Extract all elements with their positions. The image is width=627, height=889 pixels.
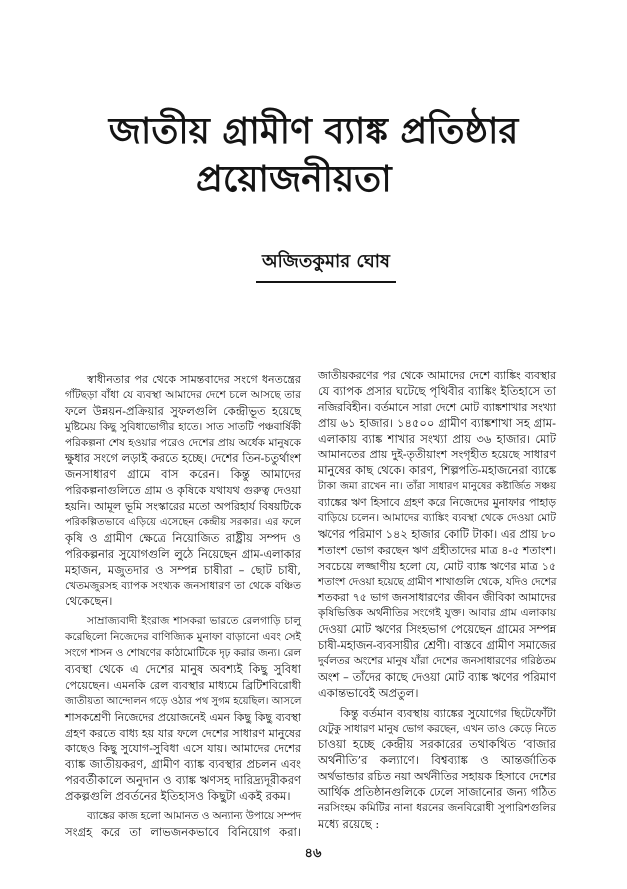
- text-line: জাতীয়তা আন্দোলন গড়ে ওঠার পথ সুগম হয়েছিল। আসলে: [65, 695, 302, 707]
- text-line: মধ্যে রয়েছে :: [318, 816, 380, 831]
- text-line: আমানতের প্রায় দুই-তৃতীয়াংশ সংগৃহীত হয়েছে সাধারণ: [318, 448, 556, 462]
- text-line: থেকেছেন।: [65, 594, 113, 609]
- text-line: চাওয়া হচ্ছে কেন্দ্রীয় সরকারের তথাকথিত ‘বাজার: [318, 737, 556, 752]
- text-line: জাতীয়করণের পর থেকে আমাদের দেশে ব্যাঙ্কিং ব্যবস্থার: [318, 369, 556, 382]
- text-line: একান্তভাবেই অপ্রতুল।: [318, 685, 419, 700]
- text-line: জনসাধারণ গ্রামে বাস করেন। কিন্তু আমাদের: [65, 467, 301, 482]
- text-line: পরিকল্পনা শেষ হওয়ার পরেও দেশের প্রায় অর্ধেক মানুষকে: [65, 436, 301, 449]
- column-left: [65, 372, 301, 841]
- text-line: মহাজন, মজুতদার ও সম্পন্ন চাষীরা – ছোট চাষী,: [65, 562, 301, 577]
- text-line: খেতমজুরসহ ব্যাপক সংখ্যক জনসাধারণ তা থেকে বঞ্চিত: [65, 579, 301, 592]
- text-line: প্রকল্পগুলি প্রবর্তনের ইতিহাসও কিছুটা একই রকম।: [65, 789, 291, 804]
- text-line: ক্ষুধার সংগে লড়াই করতে হচ্ছে। দেশের তিন-চতুর্থাংশ: [65, 452, 301, 466]
- text-line: যেটুকু সাধারণ মানুষ ভোগ করছেন, এখন তাও কেড়ে নিতে: [318, 722, 556, 735]
- text-line: সংগে শাসন ও শোষণের কাঠামোটিকে দৃঢ় করার জন্য। রেল: [65, 647, 301, 660]
- text-line: যে ব্যাপক প্রসার ঘটেছে পৃথিবীর ব্যাঙ্কিং ইতিহাসে তা: [318, 383, 556, 398]
- text-line: সংগ্রহ করে তা লাভজনকভাবে বিনিয়োগ করা।: [65, 824, 301, 839]
- text-line: অংশ – তাঁদের কাছে দেওয়া মোট ব্যাঙ্ক ঋণের পরিমাণ: [318, 670, 556, 684]
- text-line: ব্যাঙ্ক জাতীয়করণ, গ্রামীণ ব্যাঙ্ক ব্যবস্থার প্রচলন এবং: [65, 757, 301, 772]
- text-line: টাকা জমা রাখেন না। তাঁরা সাধারণ মানুষের কষ্টার্জিত সঞ্চয়: [318, 481, 556, 493]
- text-line: কৃষি ও গ্রামীণ ক্ষেত্রে নিয়োজিত রাষ্ট্রীয় সম্পদ ও: [65, 530, 301, 545]
- text-line: শতকরা ৭৫ ভাগ জনসাধারণের জীবন জীবিকা আমাদের: [318, 591, 556, 605]
- text-line: পেয়েছেন। এমনকি রেল ব্যবস্থার মাধ্যমে ব্রিটিশবিরোধী: [65, 678, 301, 692]
- author-name: অজিতকুমার ঘোষ: [262, 251, 390, 272]
- text-line: হয়নি। আমূল ভূমি সংস্কারের মতো অপরিহার্য বিষয়টিকে: [65, 500, 301, 514]
- text-line: আর্থিক প্রতিষ্ঠানগুলিকে ঢেলে সাজানোর জন্য গঠিত: [318, 786, 556, 800]
- text-line: প্রায় ৬১ হাজার। ১৪৫০০ গ্রামীণ ব্যাঙ্কশাখা সহ গ্রাম-: [318, 415, 556, 430]
- text-line: পরবর্তীকালে অনুদান ও ব্যাঙ্ক ঋণসহ দারিদ্র্যদূরীকরণ: [65, 773, 301, 788]
- text-line: মুষ্টিমেয় কিছু সুবিধাভোগীর হাতে। সাত সাতটি পঞ্চবার্ষিকী: [65, 420, 301, 433]
- text-line: নজিরবিহীন। বর্তমানে সারা দেশে মোট ব্যাঙ্কশাখার সংখ্যা: [318, 400, 556, 414]
- title-line-1: জাতীয় গ্রামীণ ব্যাঙ্ক প্রতিষ্ঠার: [108, 111, 519, 152]
- text-line: নরসিংহম কমিটির নানা ধরনের জনবিরোধী সুপারিশগুলির: [318, 802, 556, 815]
- text-line: অর্থভান্ডার রচিত নয়া অর্থনীতির সহায়ক হিসাবে দেশের: [318, 770, 557, 784]
- text-line: কিন্তু বর্তমান ব্যবস্থায় ব্যাঙ্কের সুযোগের ছিটেফোঁটা: [340, 706, 556, 720]
- text-line: চাষী-মহাজন-ব্যবসায়ীর শ্রেণী। বাস্তবে গ্রামীণ সমাজের: [318, 639, 556, 653]
- paragraph: [318, 368, 556, 702]
- text-line: শতাংশ দেওয়া হয়েছে গ্রামীণ শাখাগুলি থেকে, যদিও দেশের: [318, 575, 557, 588]
- text-line: শতাংশ ভোগ করছেন ঋণ গ্রহীতাদের মাত্র ৪-৫ শতাংশ।: [318, 543, 556, 557]
- text-line: গ্রহণ করতে বাধ্য হয় যার ফলে দেশের সাধারণ মানুষের: [65, 726, 301, 740]
- text-line: সাম্রাজ্যবাদী ইংরাজ শাসকরা ভারতে রেলগাড়ি চালু: [87, 615, 301, 628]
- page-number: ৪৬: [304, 846, 322, 861]
- title-line-2: প্রয়োজনীয়তা: [196, 159, 392, 200]
- text-line: সবচেয়ে লজ্জাণীয় হলো যে, মোট ব্যাঙ্ক ঋণের মাত্র ১৫: [318, 559, 556, 573]
- text-line: পরিকল্পনাগুলিতে গ্রাম ও কৃষিকে যথাযথ গুরুত্ব দেওয়া: [65, 484, 301, 498]
- text-line: কৃষিভিত্তিক অর্থনীতির সংগেই যুক্ত। আবার গ্রাম এলাকায়: [318, 607, 556, 620]
- text-line: স্বাধীনতার পর থেকে সামন্তবাদের সংগে ধনতন্ত্রের: [87, 373, 301, 386]
- text-line: ব্যাঙ্কের কাজ হলো আমানত ও অন্যান্য উপায়ে সম্পদ: [87, 810, 302, 823]
- text-line: পরিকল্পিতভাবে এড়িয়ে এসেছেন কেন্দ্রীয় সরকার। এর ফলে: [65, 517, 301, 529]
- paragraph: [65, 809, 301, 841]
- text-line: ব্যাঙ্কের ঋণ হিসাবে গ্রহণ করে নিজেদের মুনাফার পাহাড়: [318, 496, 556, 510]
- text-line: অর্থনীতি’র কল্যাণে। বিশ্বব্যাঙ্ক ও আন্তর্জাতিক: [318, 753, 556, 768]
- column-right: [318, 368, 556, 833]
- paragraph: [65, 372, 301, 610]
- text-line: মানুষের কাছ থেকে। কারণ, শিল্পপতি-মহাজনেরা ব্যাঙ্কে: [318, 464, 556, 478]
- text-line: গাঁটছড়া বাঁধা যে ব্যবস্থা আমাদের দেশে চলে আসছে তার: [65, 388, 301, 401]
- paragraph: [65, 614, 301, 805]
- text-line: বাড়িয়ে চলেন। আমাদের ব্যাঙ্কিং ব্যবস্থা থেকে দেওয়া মোট: [318, 512, 556, 525]
- text-line: দেওয়া মোট ঋণের সিংহভাগ পেয়েছেন গ্রামের সম্পন্ন: [318, 623, 556, 637]
- text-line: করেছিলো নিজেদের বাণিজ্যিক মুনাফা বাড়ানো এবং সেই: [65, 631, 301, 644]
- text-line: শাসকশ্রেণী নিজেদের প্রয়োজনেই এমন কিছু কিছু ব্যবস্থা: [65, 710, 301, 724]
- text-line: দুর্বলতর অংশের মানুষ যাঁরা দেশের জনসাধারণের গরিষ্ঠতম: [318, 655, 556, 668]
- text-line: ফলে উন্নয়ন-প্রক্রিয়ার সুফলগুলি কেন্দ্রীভূত হয়েছে: [65, 403, 301, 418]
- text-line: কাছেও কিছু সুযোগ-সুবিধা এসে যায়। আমাদের দেশের: [65, 742, 301, 756]
- text-line: ঋণের পরিমাণ ১৪২ হাজার কোটি টাকা। এর প্রায় ৮০: [318, 527, 556, 541]
- text-line: এলাকায় ব্যাঙ্ক শাখার সংখ্যা প্রায় ৩৬ হাজার। মোট: [318, 431, 556, 446]
- paragraph: [318, 706, 556, 833]
- author-underline-rule: [256, 281, 396, 283]
- text-line: পরিকল্পনার সুযোগগুলি লুঠে নিয়েছেন গ্রাম-এলাকার: [65, 547, 301, 561]
- text-line: ব্যবস্থা থেকে এ দেশের মানুষ অবশ্যই কিছু সুবিধা: [65, 662, 301, 677]
